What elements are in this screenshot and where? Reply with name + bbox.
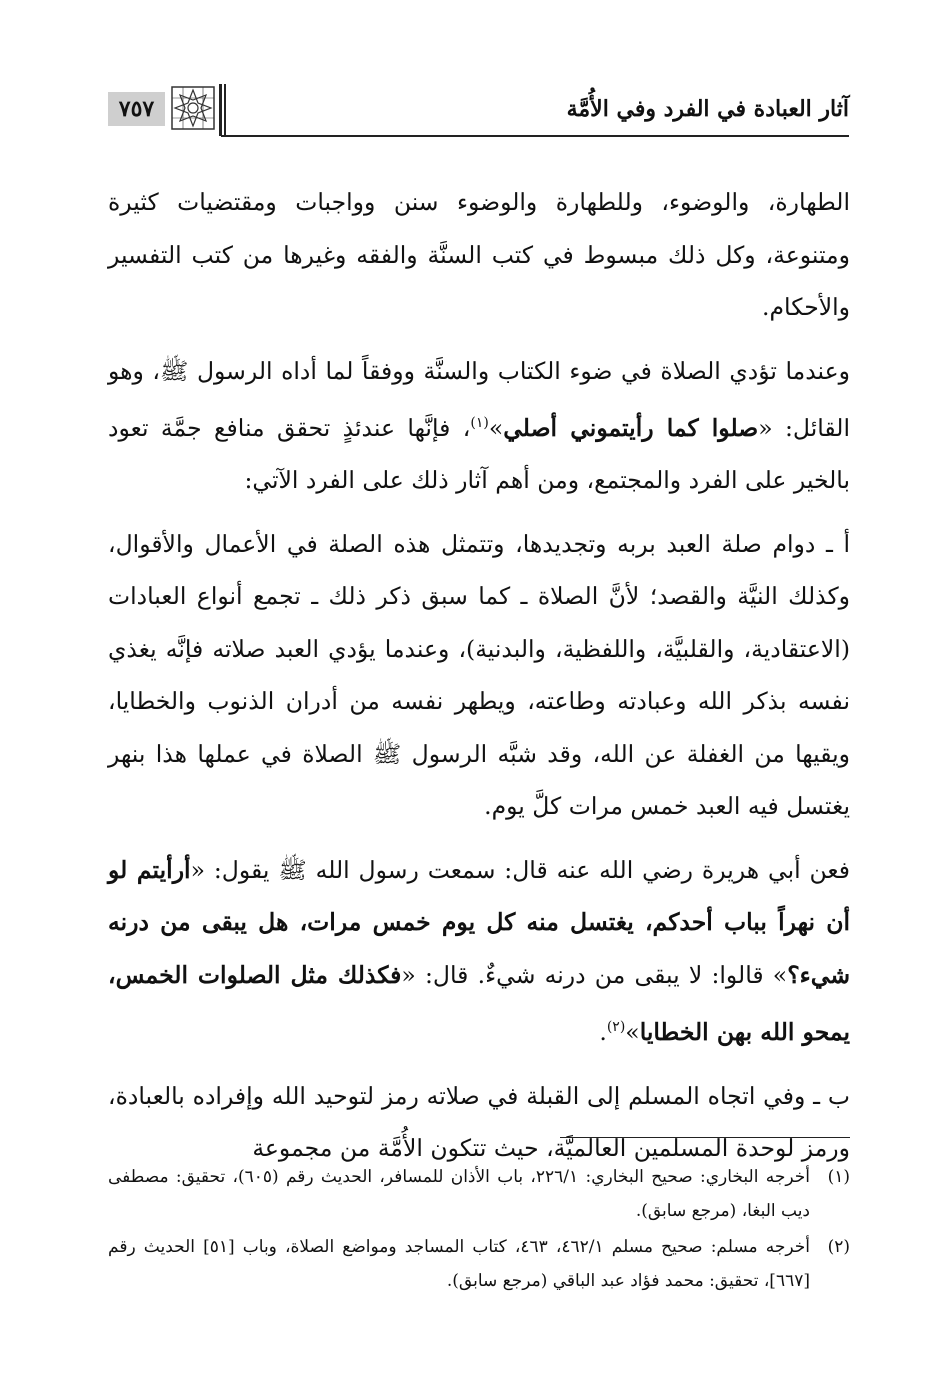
running-title: آثار العبادة في الفرد وفي الأُمَّة (566, 96, 849, 122)
text-segment: ب ـ وفي اتجاه المسلم إلى القبلة في صلاته رمز لتوحيد الله وإفراده بالعبادة، ورمز لوحدة المسلمين العالميَّة، حيث تتكون الأُمَّة من مجموعة (108, 1081, 850, 1163)
text-segment: » قالوا: لا يبقى من درنه شيءٌ. قال: « (401, 960, 788, 989)
hadith-quote: أرأيتم لو أن نهراً بباب أحدكم، يغتسل منه كل يوم خمس مرات، هل يبقى من درنه شيء؟ (108, 855, 851, 989)
hadith-quote: صلوا كما رأيتموني أصلي (503, 413, 759, 442)
footnote-text: أخرجه مسلم: صحيح مسلم ٤٦٢/١، ٤٦٣، كتاب المساجد ومواضع الصلاة، وباب [٥١] الحديث رقم [٦٦٧]، تحقيق: محمد فؤاد عبد الباقي (مرجع سابق). (108, 1237, 810, 1291)
text-segment: ، فإنَّها عندئذٍ تحقق منافع جمَّة تعود بالخير على الفرد والمجتمع، ومن أهم آثار ذلك على الفرد الآتي: (108, 413, 850, 495)
paragraph (108, 345, 850, 507)
text-segment: فعن أبي هريرة رضي الله عنه قال: سمعت رسول الله ﷺ يقول: « (190, 855, 850, 884)
footnote-number: (١) (827, 1167, 850, 1187)
footnote-number: (٢) (827, 1237, 850, 1257)
footnote-text: أخرجه البخاري: صحيح البخاري: ٢٢٦/١، باب الأذان للمسافر، الحديث رقم (٦٠٥)، تحقيق: مصطفى ديب البغا، (مرجع سابق). (108, 1167, 810, 1221)
text-segment: الطهارة، والوضوء، وللطهارة والوضوء سنن وواجبات ومقتضيات كثيرة ومتنوعة، وكل ذلك مبسوط في كتب السنَّة والفقه وغيرها من كتب التفسير والأحكام. (108, 188, 850, 321)
paragraph (108, 844, 850, 1059)
hadith-quote: فكذلك مثل الصلوات الخمس، يمحو الله بهن الخطايا (108, 960, 850, 1047)
main-text (108, 176, 850, 1186)
ornament-icon (171, 86, 215, 130)
header-divider (219, 84, 222, 136)
footnote-ref: (١) (470, 415, 489, 431)
footnote (108, 1230, 850, 1298)
header-rule (221, 135, 849, 137)
footnote-ref: (٢) (606, 1019, 626, 1036)
page-number: ٧٥٧ (108, 92, 165, 126)
text-segment: » (625, 1018, 640, 1047)
page-header (108, 82, 849, 137)
text-segment: وعندما تؤدي الصلاة في ضوء الكتاب والسنَّة ووفقاً لما أداه الرسول ﷺ، وهو القائل: « (108, 356, 850, 442)
text-segment: أ ـ دوام صلة العبد بربه وتجديدها، وتتمثل هذه الصلة في الأعمال والأقوال، وكذلك النيَّة والقصد؛ لأنَّ الصلاة ـ كما سبق ذكر ذلك ـ تجمع أنواع العبادات (الاعتقادية، والقلبيَّة، واللفظية، والبدنية)، وعندما يؤدي العبد صلاته فإنَّه يغذي نفسه بذكر الله وعبادته وطاعته، ويطهر نفسه من أدران الذنوب والخطايا، ويقيها من الغفلة عن الله، وقد شبَّه الرسول ﷺ الصلاة في عملها هذا بنهر يغتسل فيه العبد خمس مرات كلَّ يوم. (108, 529, 850, 821)
footnote-separator (560, 1137, 850, 1138)
paragraph (108, 176, 850, 334)
paragraph (108, 518, 850, 833)
text-segment: » (488, 413, 504, 442)
footnote (108, 1160, 850, 1228)
header-divider-thin (224, 84, 226, 136)
paragraph (108, 1070, 850, 1175)
text-segment: . (599, 1018, 607, 1047)
footnotes (108, 1160, 850, 1300)
